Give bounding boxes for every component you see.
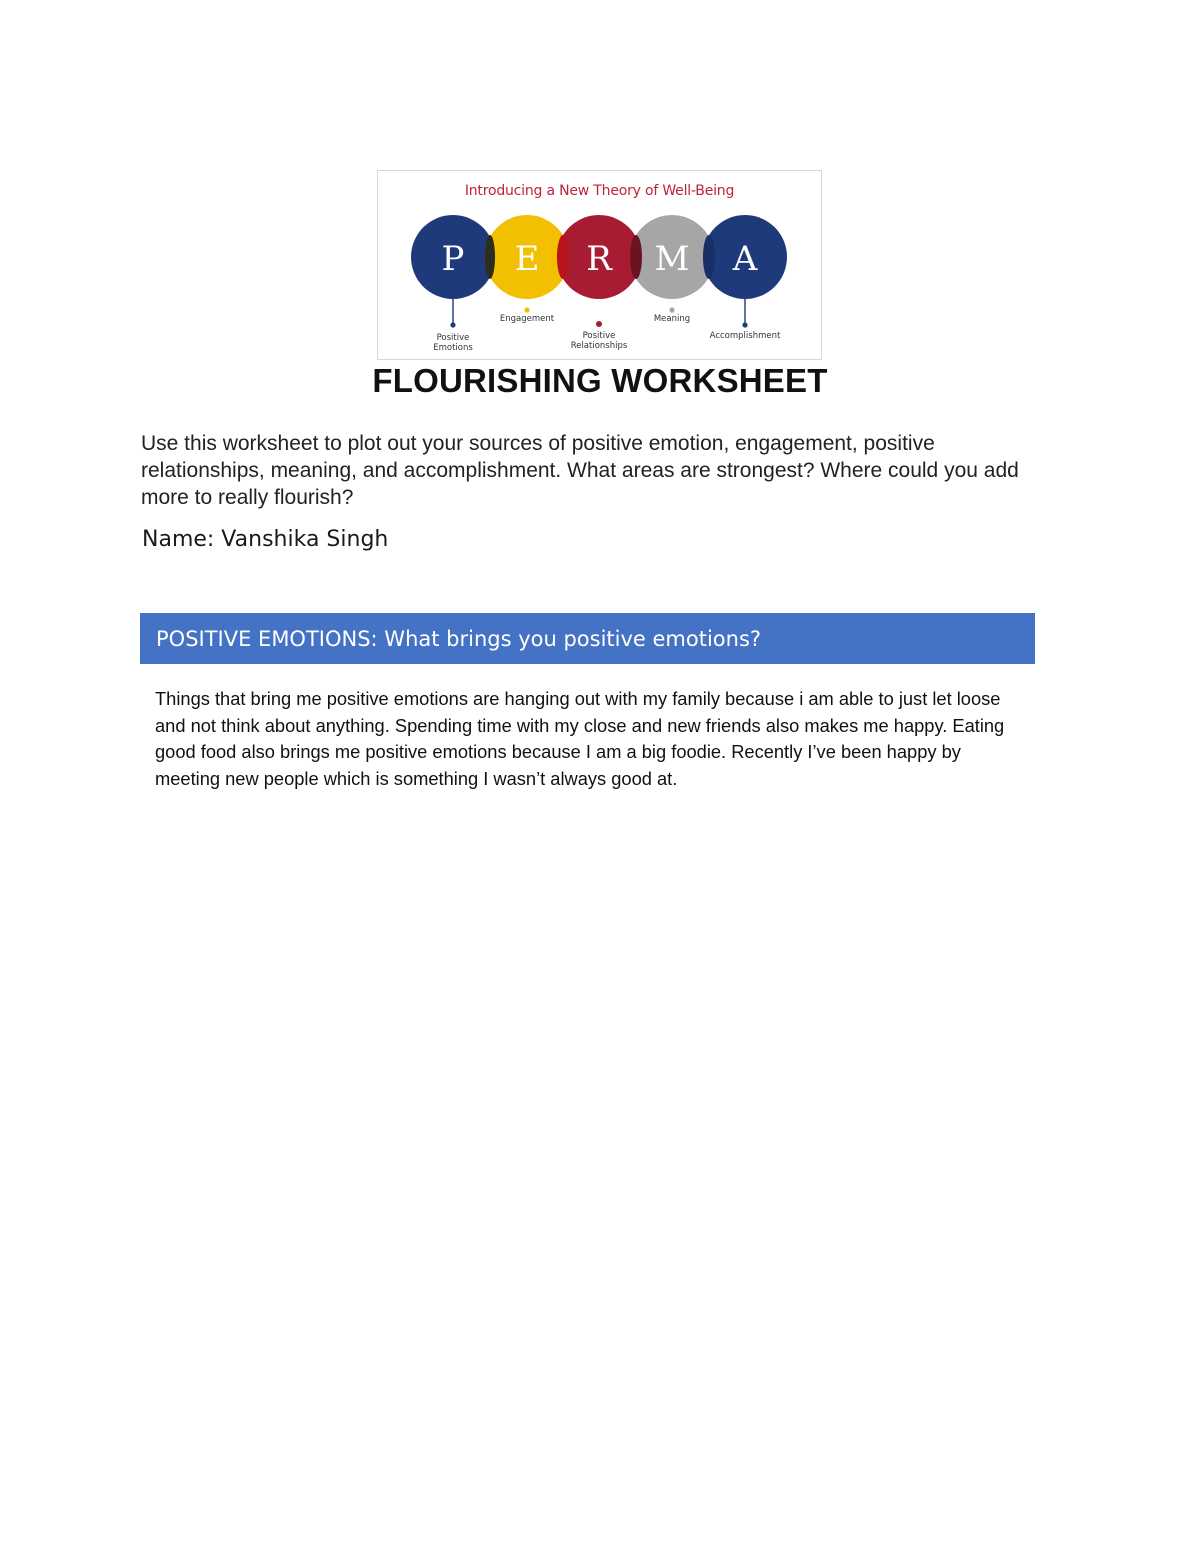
perma-label-accomplishment: Accomplishment bbox=[709, 331, 781, 341]
perma-letter-e: E bbox=[514, 239, 540, 279]
worksheet-title: FLOURISHING WORKSHEET bbox=[372, 362, 828, 399]
perma-overlap-er-lens bbox=[557, 235, 569, 279]
perma-label-positive-emotions: Positive Emotions bbox=[433, 333, 473, 353]
perma-diagram bbox=[377, 170, 822, 360]
perma-letter-p: P bbox=[441, 239, 465, 279]
perma-figure-title: Introducing a New Theory of Well-Being bbox=[464, 183, 735, 199]
perma-dot-e bbox=[524, 307, 529, 312]
perma-label-meaning: Meaning bbox=[653, 314, 691, 324]
perma-dot-m bbox=[669, 307, 674, 312]
perma-overlap-rm-lens bbox=[630, 235, 642, 279]
section-header-positive-emotions bbox=[140, 613, 1035, 664]
section-heading: POSITIVE EMOTIONS: What brings you positive emotions? bbox=[156, 626, 762, 651]
perma-overlap-pe-lens bbox=[485, 235, 495, 279]
perma-overlap-ma-lens bbox=[703, 235, 715, 279]
name-field: Name: Vanshika Singh bbox=[142, 527, 389, 552]
perma-label-engagement: Engagement bbox=[499, 314, 555, 324]
perma-letter-a: A bbox=[732, 239, 758, 279]
perma-letter-m: M bbox=[654, 239, 690, 279]
worksheet-intro: Use this worksheet to plot out your sources of positive emotion, engagement, positive relationships, meaning, and accomplishment. What areas are strongest? Where could you add more to really flourish? bbox=[141, 432, 1019, 509]
positive-emotions-answer: Things that bring me positive emotions are hanging out with my family because i am able to just let loose and not think about anything. Spending time with my close and new friends also makes me happy. Eating good food also brings me positive emotions because I am a big foodie. Recently I’ve been happy by meeting new people which is something I wasn’t always good at. bbox=[155, 688, 1005, 789]
perma-dot-p bbox=[450, 322, 455, 327]
perma-letter-r: R bbox=[586, 239, 612, 279]
perma-dot-r bbox=[596, 321, 602, 327]
perma-dot-a bbox=[742, 322, 747, 327]
perma-label-positive-relationships: Positive Relationships bbox=[570, 331, 628, 351]
